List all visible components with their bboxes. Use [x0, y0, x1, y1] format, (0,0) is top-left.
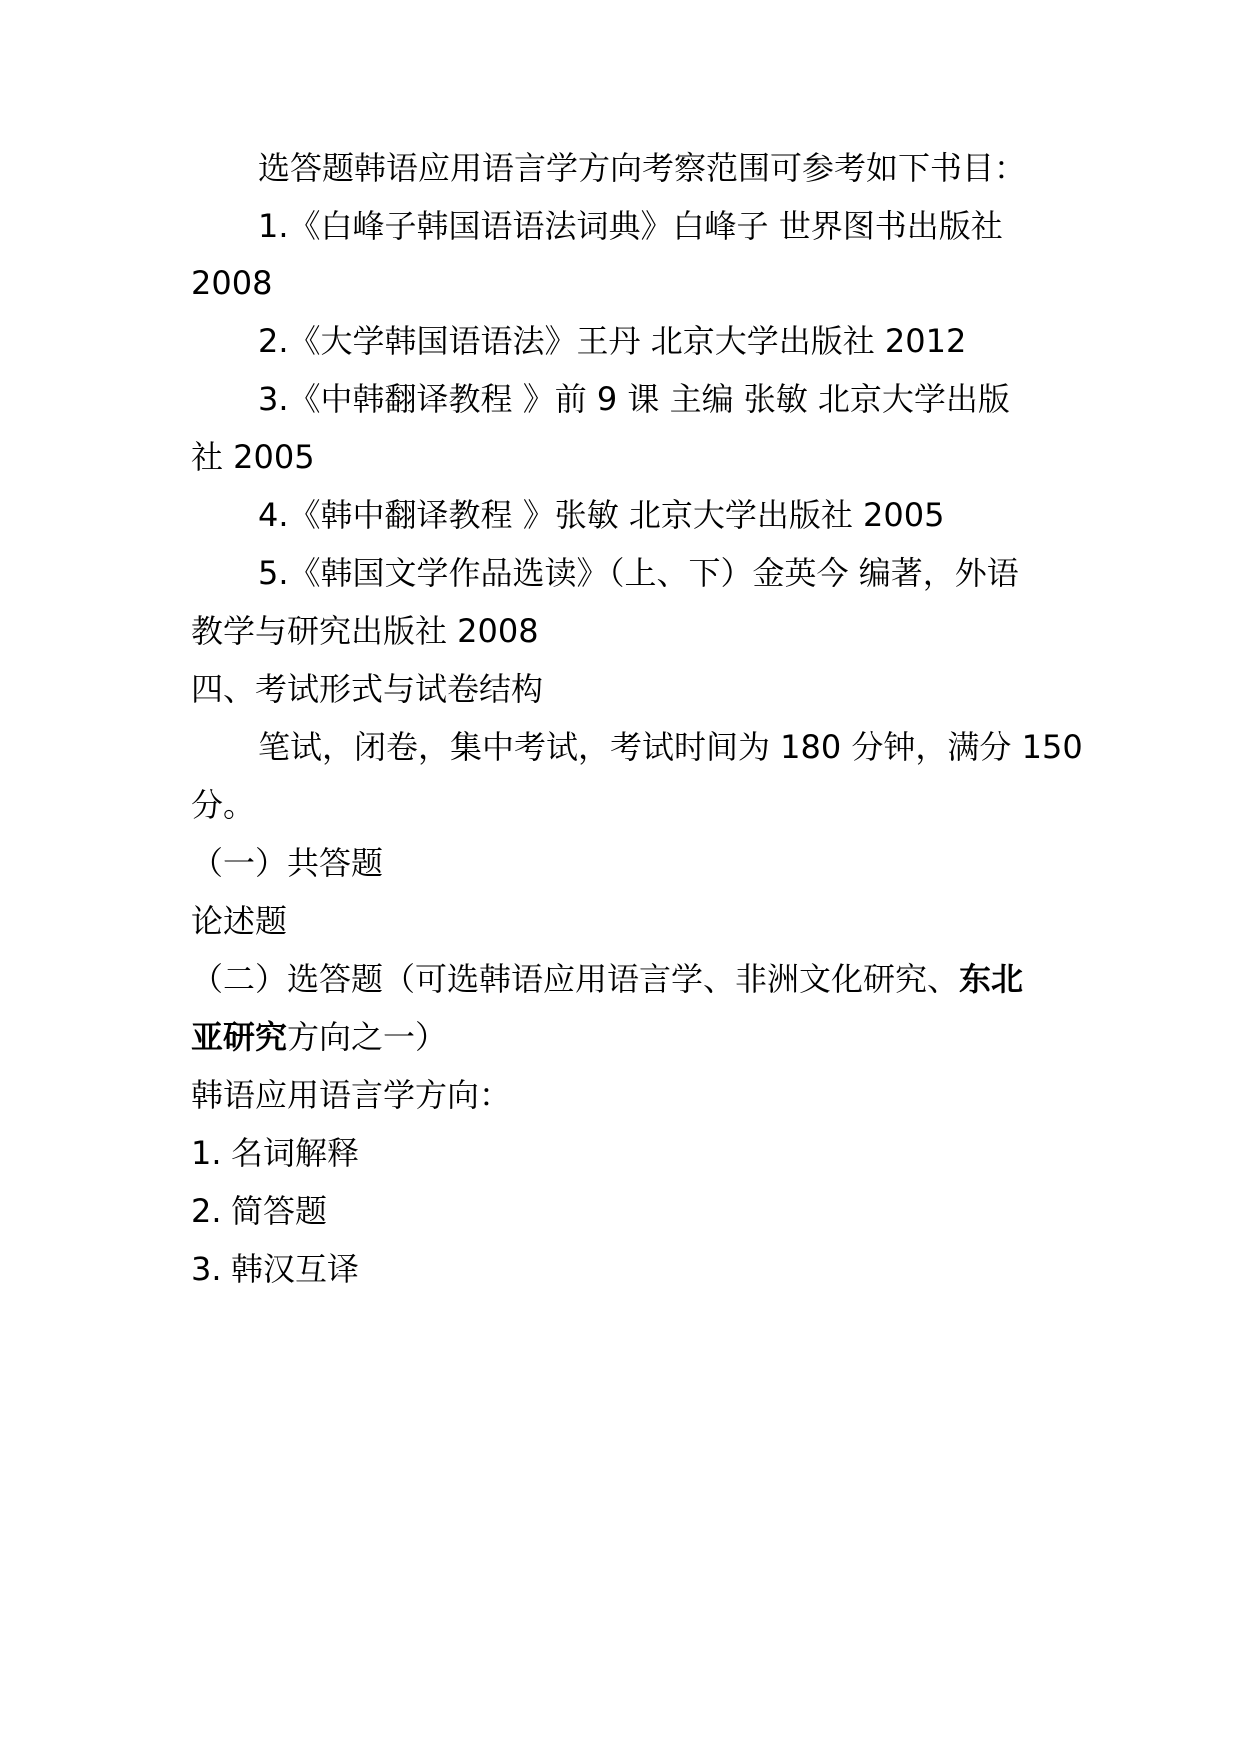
- book-3-line-1: 3.《中韩翻译教程 》前 9 课 主编 张敏 北京大学出版: [258, 380, 1010, 418]
- part-2-heading-bold-text: 东北: [959, 960, 1024, 998]
- reading-list-intro: 选答题韩语应用语言学方向考察范围可参考如下书目：: [258, 149, 1027, 187]
- korean-item-3: [191, 1249, 359, 1289]
- book-4: 4.《韩中翻译教程 》张敏 北京大学出版社 2005: [258, 496, 945, 534]
- part-2-heading-text-2: 方向之一）: [287, 1018, 448, 1056]
- book-2: 2.《大学韩国语语法》王丹 北京大学出版社 2012: [258, 322, 967, 360]
- book-1-line-1: 1.《白峰子韩国语语法词典》白峰子 世界图书出版社: [258, 207, 1003, 245]
- exam-format-line-1: 笔试，闭卷，集中考试，考试时间为 180 分钟，满分 150: [258, 728, 1083, 766]
- part-2-heading-text: （二）选答题（可选韩语应用语言学、非洲文化研究、: [191, 960, 960, 998]
- part-2-heading-line-1: [191, 959, 1023, 999]
- book-3-line-2: 社 2005: [191, 438, 315, 476]
- korean-item-1: [191, 1133, 359, 1173]
- list-number: 2.: [191, 1192, 222, 1230]
- part-2-heading-bold-text-2: 亚研究: [191, 1018, 288, 1056]
- book-5-line-2: 教学与研究出版社 2008: [191, 612, 539, 650]
- list-number: 3.: [191, 1250, 222, 1288]
- part-1-heading: （一）共答题: [191, 844, 384, 882]
- book-1-line-2: 2008: [191, 264, 273, 302]
- korean-item-2: [191, 1191, 327, 1231]
- list-item-label: 韩汉互译: [231, 1250, 360, 1288]
- exam-format-line-2: 分。: [191, 786, 256, 824]
- part-2-heading-line-2: [191, 1017, 447, 1057]
- list-item-label: 简答题: [231, 1192, 328, 1230]
- book-5-line-1: 5.《韩国文学作品选读》（上、下）金英今 编著，外语: [258, 554, 1019, 592]
- list-item-label: 名词解释: [231, 1134, 360, 1172]
- korean-direction-heading: 韩语应用语言学方向：: [191, 1076, 512, 1114]
- section-4-heading: 四、考试形式与试卷结构: [191, 670, 544, 708]
- list-number: 1.: [191, 1134, 222, 1172]
- part-1-item: 论述题: [191, 902, 288, 940]
